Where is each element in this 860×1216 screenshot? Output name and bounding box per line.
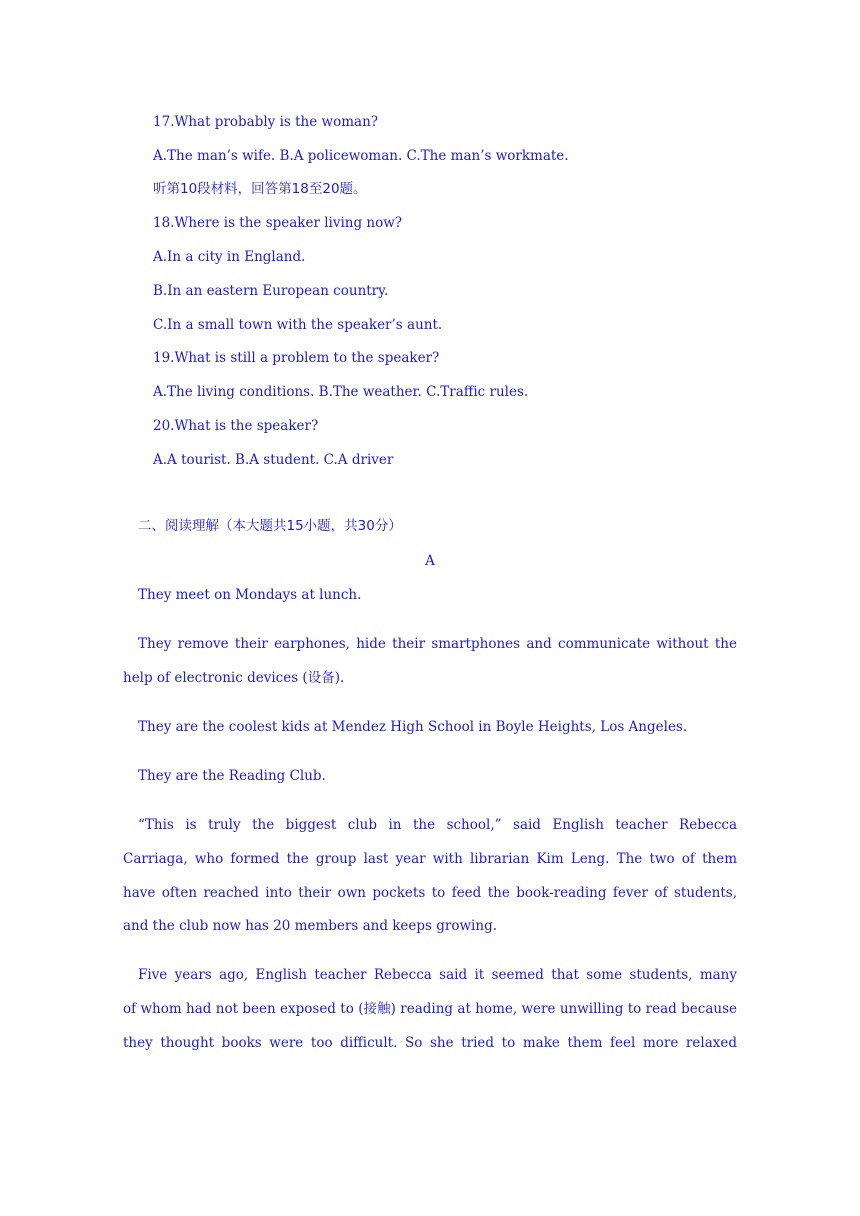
paragraph-5-line-3: have often reached into their own pockets to feed the book-reading fever of students, — [123, 885, 737, 901]
paragraph-5-line-4: and the club now has 20 members and keeps growing. — [123, 918, 497, 934]
question-20: 20.What is the speaker? — [153, 418, 319, 434]
question-19-options: A.The living conditions. B.The weather. C.Traffic rules. — [153, 384, 529, 400]
paragraph-6-line-2: of whom had not been exposed to (接触) reading at home, were unwilling to read because — [123, 1001, 737, 1017]
section-title: 二、阅读理解（本大题共15小题，共30分） — [138, 518, 402, 534]
question-18-option-b: B.In an eastern European country. — [153, 283, 389, 299]
paragraph-6-line-3: they thought books were too difficult. So she tried to make them feel more relaxed — [123, 1035, 737, 1051]
paragraph-5-line-2: Carriaga, who formed the group last year with librarian Kim Leng. The two of them — [123, 851, 737, 867]
question-18-option-a: A.In a city in England. — [153, 249, 306, 265]
paragraph-1: They meet on Mondays at lunch. — [138, 587, 362, 603]
paragraph-6-line-1: Five years ago, English teacher Rebecca said it seemed that some students, many — [138, 967, 737, 983]
question-18: 18.Where is the speaker living now? — [153, 215, 403, 231]
question-19: 19.What is still a problem to the speaker? — [153, 350, 440, 366]
paragraph-3: They are the coolest kids at Mendez High School in Boyle Heights, Los Angeles. — [138, 719, 688, 735]
passage-letter: A — [425, 553, 435, 569]
question-18-option-c: C.In a small town with the speaker’s aunt. — [153, 317, 443, 333]
paragraph-2-line-2: help of electronic devices (设备). — [123, 670, 345, 686]
question-17: 17.What probably is the woman? — [153, 114, 378, 130]
question-20-options: A.A tourist. B.A student. C.A driver — [153, 452, 394, 468]
listening-instruction: 听第10段材料，回答第18至20题。 — [153, 181, 367, 197]
question-17-options: A.The man’s wife. B.A policewoman. C.The man’s workmate. — [153, 148, 569, 164]
paragraph-5-line-1: “This is truly the biggest club in the school,” said English teacher Rebecca — [138, 817, 737, 833]
paragraph-2-line-1: They remove their earphones, hide their smartphones and communicate without the — [138, 636, 737, 652]
paragraph-4: They are the Reading Club. — [138, 768, 326, 784]
